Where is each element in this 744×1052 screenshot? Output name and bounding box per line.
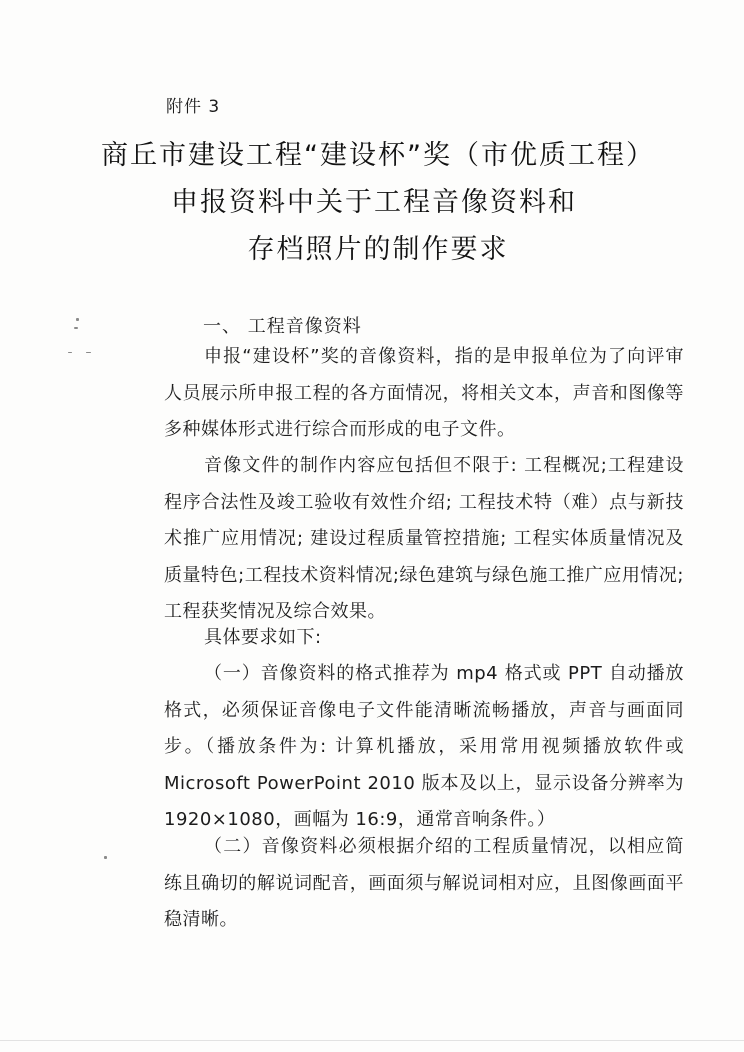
paragraph-requirement-1: （一）音像资料的格式推荐为 mp4 格式或 PPT 自动播放格式，必须保证音像电子文件能清晰流畅播放，声音与画面同步。（播放条件为: 计算机播放，采用常用视频播放软件或 Microsoft PowerPoint 2010 版本及以上，显示设备分辨率为 1920×1080，画幅为 16:9，通常音响条件。） bbox=[164, 663, 684, 830]
paragraph-requirements-intro: 具体要求如下: bbox=[204, 627, 322, 648]
document-title-line-2: 申报资料中关于工程音像资料和 bbox=[171, 187, 577, 218]
scan-edge-line bbox=[0, 1040, 744, 1041]
paragraph-content-scope: 音像文件的制作内容应包括但不限于: 工程概况;工程建设程序合法性及竣工验收有效性介绍; 工程技术特（难）点与新技术推广应用情况; 建设过程质量管控措施; 工程实体质量情况及质量特色;工程技术资料情况;绿色建筑与绿色施工推广应用情况;工程获奖情况及综合效果。 bbox=[164, 455, 684, 622]
section-heading: 一、 工程音像资料 bbox=[203, 316, 362, 337]
document-title-line-1: 商丘市建设工程“建设杯”奖（市优质工程） bbox=[101, 140, 655, 171]
document-title-line-3: 存档照片的制作要求 bbox=[247, 234, 509, 265]
scan-speck bbox=[74, 327, 78, 329]
paragraph-requirement-2: （二）音像资料必须根据介绍的工程质量情况，以相应简练且确切的解说词配音，画面须与解说词相对应，且图像画面平稳清晰。 bbox=[164, 836, 684, 930]
scan-speck bbox=[104, 856, 107, 859]
paragraph-definition: 申报“建设杯”奖的音像资料，指的是申报单位为了向评审人员展示所申报工程的各方面情况，将相关文本，声音和图像等多种媒体形式进行综合而形成的电子文件。 bbox=[164, 346, 684, 440]
annex-label: 附件 3 bbox=[166, 97, 221, 117]
scan-speck bbox=[68, 352, 72, 353]
scan-speck bbox=[76, 318, 79, 321]
scan-speck bbox=[86, 352, 91, 353]
